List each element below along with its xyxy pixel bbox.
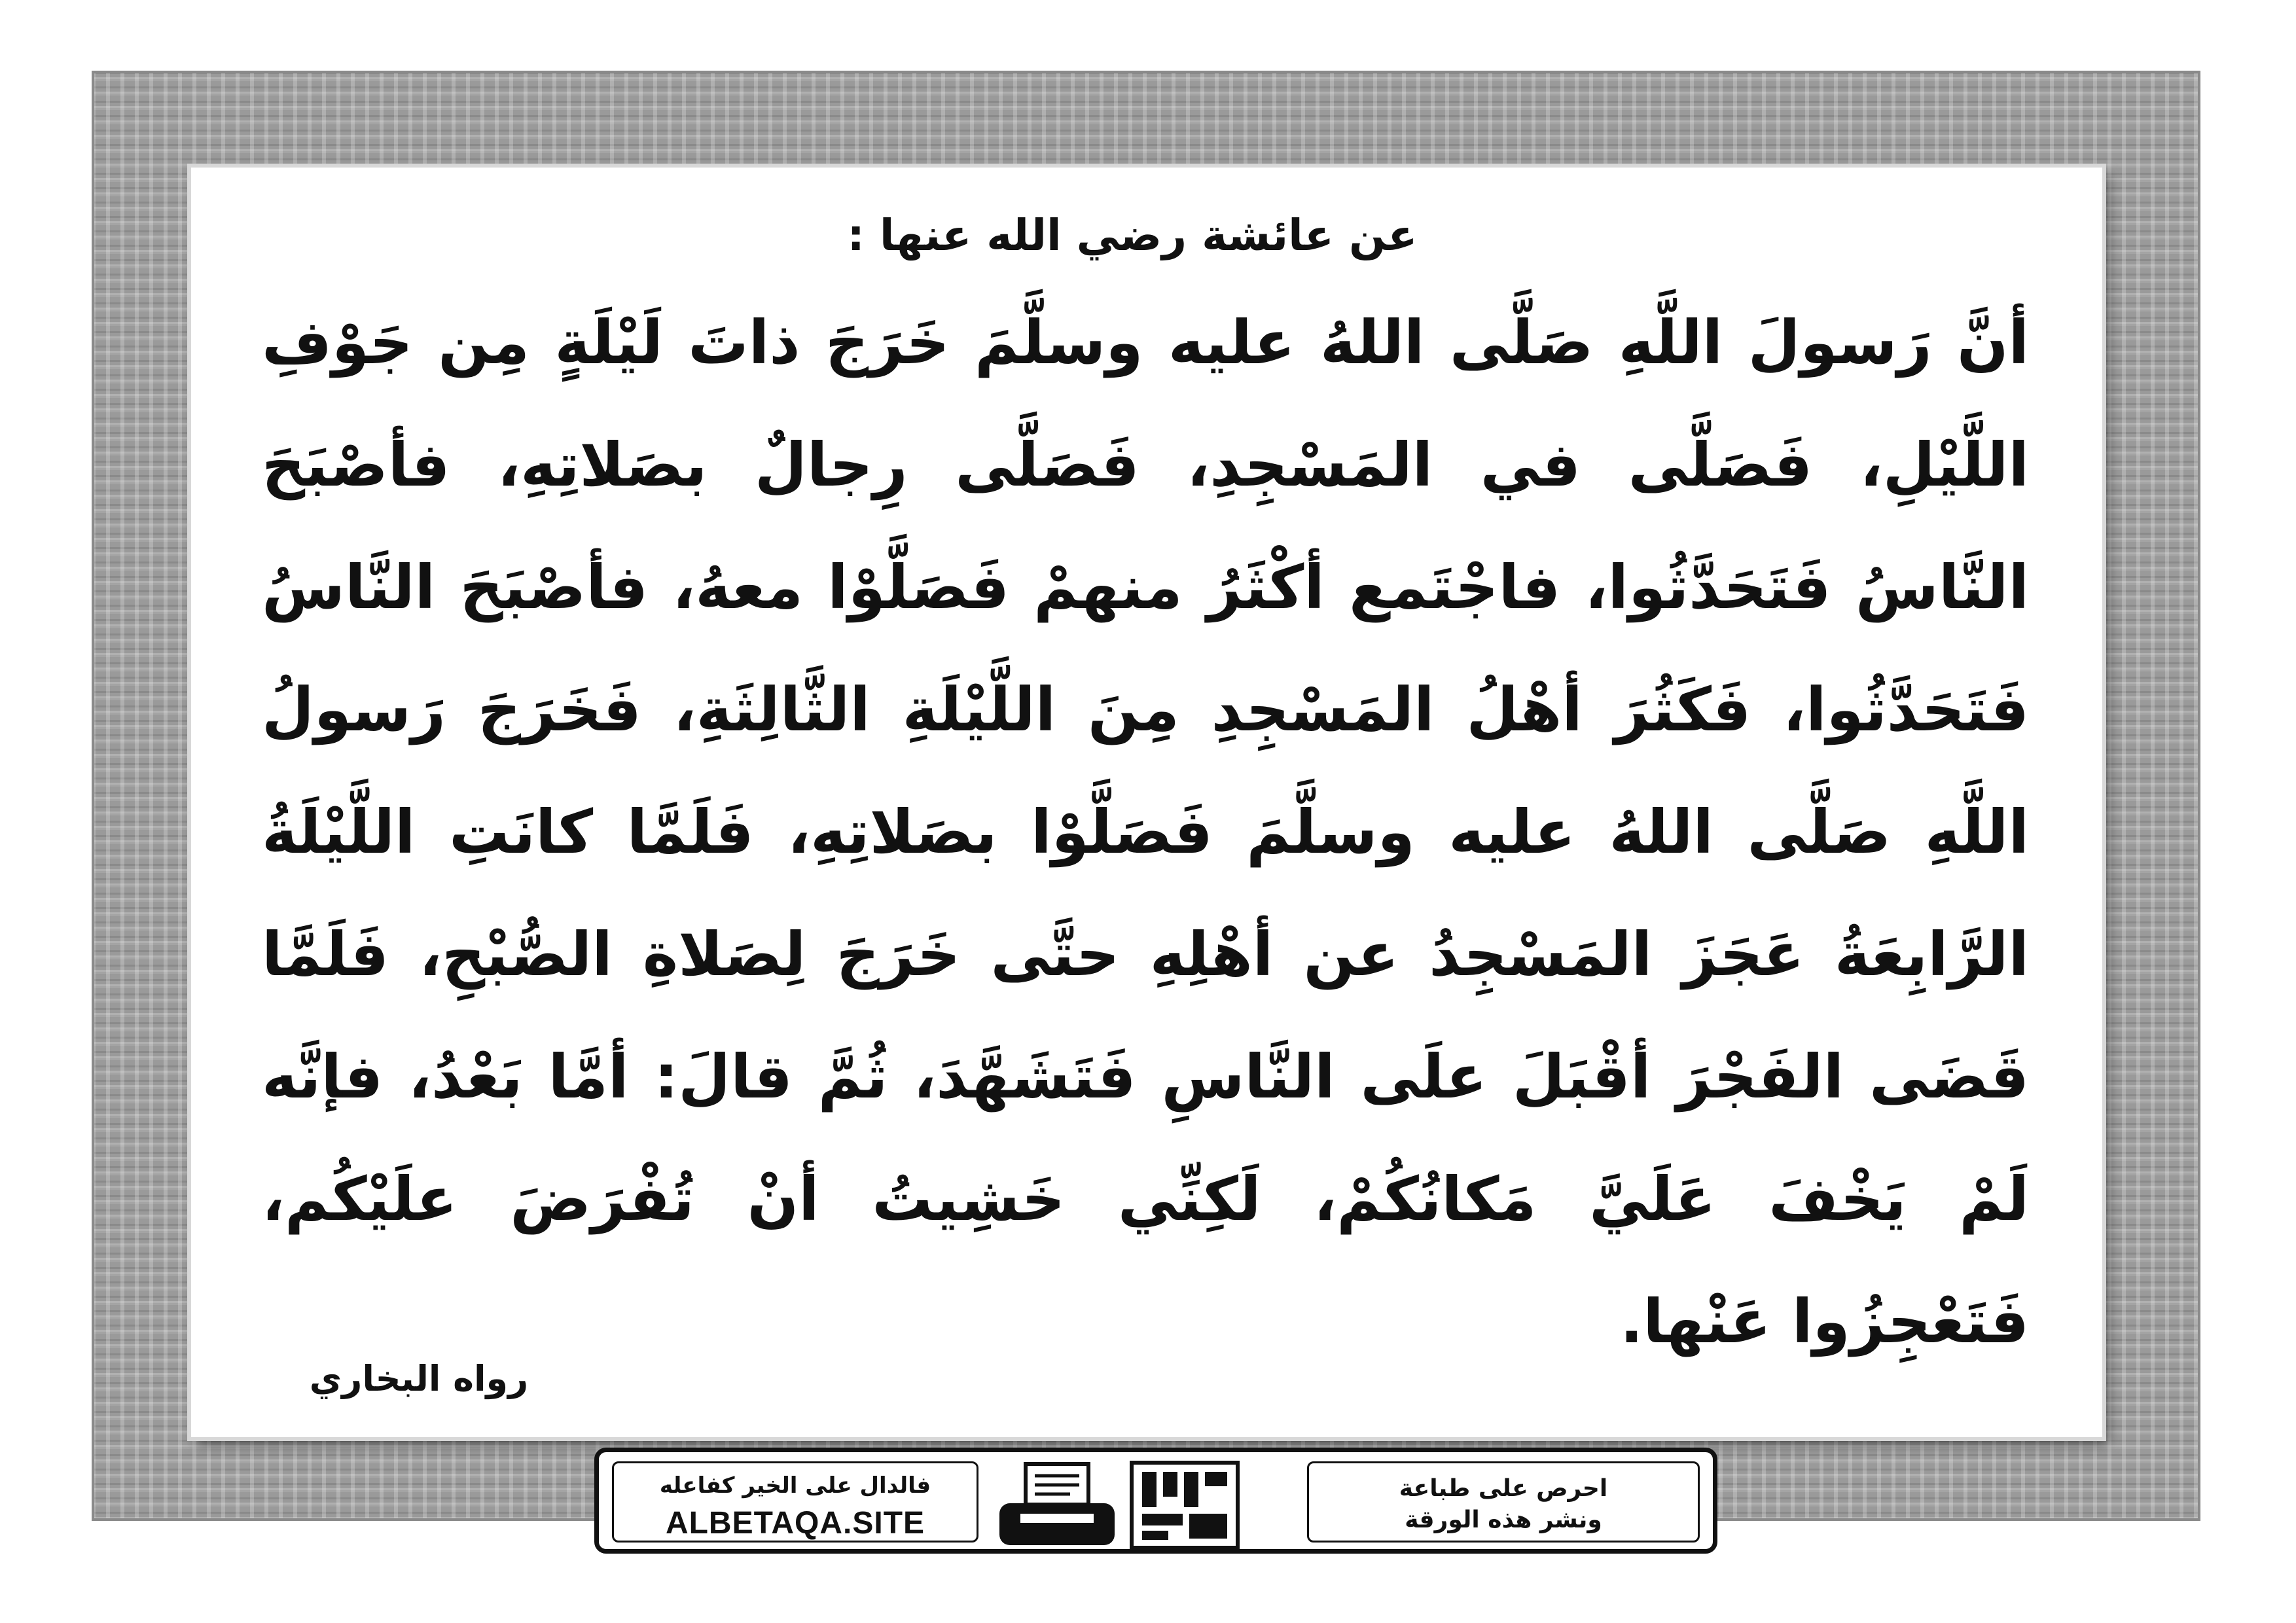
footer-print-block (1307, 1461, 1700, 1543)
hadith-text: أنَّ رَسولَ اللَّهِ صَلَّى اللهُ عليه وسلَّمَ خَرَجَ ذاتَ لَيْلَةٍ مِن جَوْفِ اللَّيْلِ، فَصَلَّى في المَسْجِدِ، فَصَلَّى رِجالٌ بصَلاتِهِ، فأصْبَحَ النَّاسُ فَتَحَدَّثُوا، فاجْتَمع أكْثَرُ منهمْ فَصَلَّوْا معهُ، فأصْبَحَ النَّاسُ فَتَحَدَّثُوا، فَكَثُرَ أهْلُ المَسْجِدِ مِنَ اللَّيْلَةِ الثَّالِثَةِ، فَخَرَجَ رَسولُ اللَّهِ صَلَّى اللهُ عليه وسلَّمَ فَصَلَّوْا بصَلاتِهِ، فَلَمَّا كانَتِ اللَّيْلَةُ الرَّابِعَةُ عَجَزَ المَسْجِدُ عن أهْلِهِ حتَّى خَرَجَ لِصَلاةِ الصُّبْحِ، فَلَمَّا قَضَى الفَجْرَ أقْبَلَ علَى النَّاسِ فَتَشَهَّدَ، ثُمَّ قالَ: أمَّا بَعْدُ، فإنَّه لَمْ يَخْفَ عَلَيَّ مَكانُكُمْ، لَكِنِّي خَشِيتُ أنْ تُفْرَضَ علَيْكُم، فَتَعْجِزُوا عَنْها. (262, 308, 2029, 1357)
dawah-logo (1129, 1460, 1240, 1550)
footer-website-block (612, 1461, 978, 1543)
footer-website[interactable]: ALBETAQA.SITE (665, 1506, 925, 1541)
page-title: عن عائشة رضي الله عنها : (847, 210, 1418, 260)
footer-bar (594, 1448, 1717, 1554)
footer-slogan: فالدال على الخير كفاعله (659, 1472, 931, 1499)
footer-print-line2: ونشر هذه الورقة (1405, 1507, 1602, 1533)
printer-icon (992, 1460, 1122, 1550)
source-attribution: رواه البخاري (309, 1358, 529, 1399)
footer-print-line1: احرص على طباعة (1399, 1475, 1608, 1502)
